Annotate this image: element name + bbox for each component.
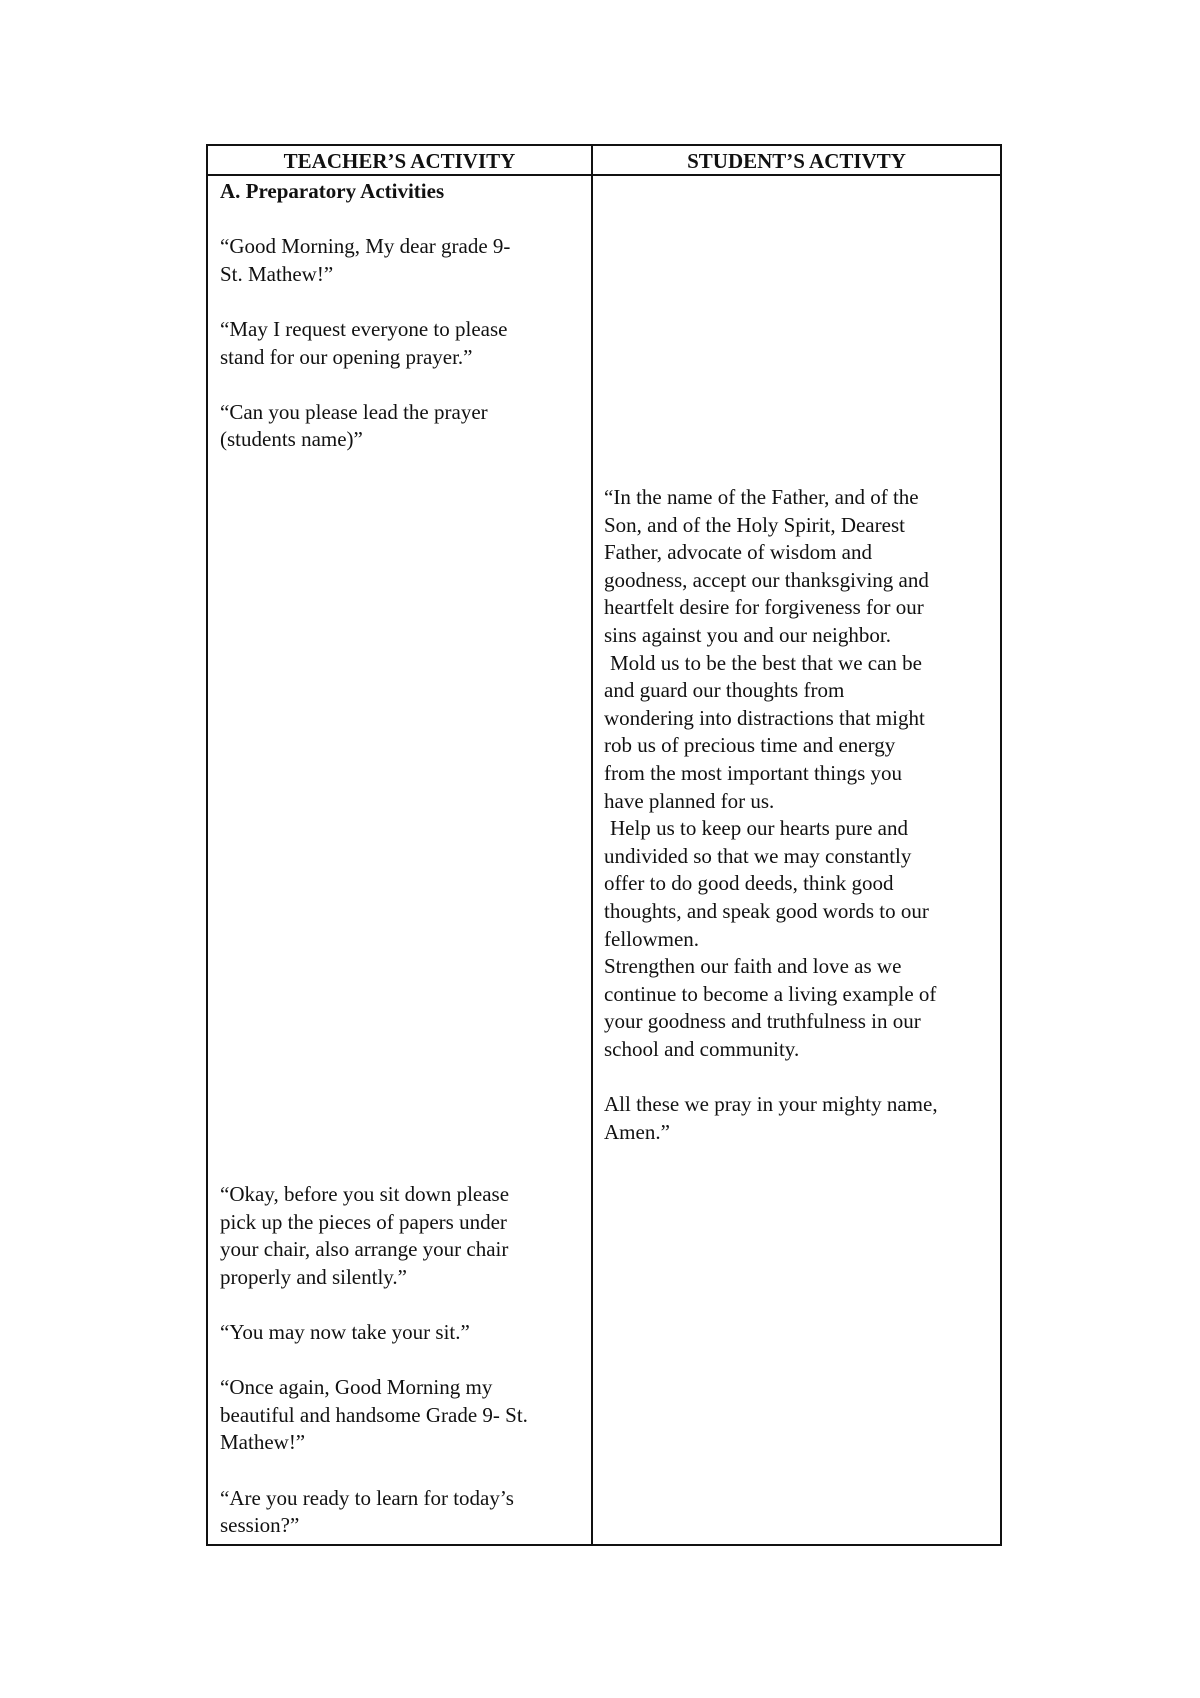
teacher-line: (students name)” (220, 427, 363, 452)
prayer-line: rob us of precious time and energy (604, 733, 896, 758)
prayer-line: Mold us to be the best that we can be (610, 650, 923, 675)
prayer-line: Strengthen our faith and love as we (604, 954, 902, 979)
prayer-line: wondering into distractions that might (604, 705, 925, 730)
student-activity-header: STUDENT’S ACTIVTY (687, 149, 906, 173)
prayer-line: “In the name of the Father, and of the (604, 485, 919, 509)
teacher-preparatory-block (220, 178, 580, 454)
prayer-line: Father, advocate of wisdom and (604, 540, 872, 565)
spacer (220, 288, 580, 316)
prayer-line: Help us to keep our hearts pure and (610, 816, 908, 841)
prayer-line: thoughts, and speak good words to our (604, 898, 929, 923)
spacer (220, 371, 580, 399)
prayer-line: fellowmen. (604, 926, 700, 951)
teacher-line: session?” (220, 1513, 300, 1538)
activity-table (206, 144, 1002, 1546)
teacher-line: pick up the pieces of papers under (220, 1209, 507, 1234)
teacher-line: Mathew!” (220, 1430, 306, 1455)
spacer (604, 1063, 998, 1091)
prayer-line: from the most important things you (604, 760, 903, 785)
teacher-line: St. Mathew!” (220, 261, 334, 286)
teacher-instructions-block (220, 1181, 580, 1540)
teacher-line: “Are you ready to learn for today’s (220, 1485, 514, 1510)
prayer-line: undivided so that we may constantly (604, 843, 912, 868)
prayer-line: Amen.” (604, 1119, 670, 1144)
teacher-line: “You may now take your sit.” (220, 1319, 470, 1344)
teacher-activity-header: TEACHER’S ACTIVITY (283, 149, 516, 173)
table-header-row (208, 146, 1000, 176)
column-divider (591, 146, 593, 1544)
teacher-line: stand for our opening prayer.” (220, 344, 473, 369)
prayer-line: and guard our thoughts from (604, 678, 845, 703)
teacher-line: “Once again, Good Morning my (220, 1375, 493, 1400)
spacer (220, 1291, 580, 1319)
prayer-line: sins against you and our neighbor. (604, 622, 891, 647)
prayer-line: offer to do good deeds, think good (604, 871, 894, 896)
spacer (220, 1347, 580, 1375)
teacher-line: your chair, also arrange your chair (220, 1237, 509, 1262)
prayer-line: Son, and of the Holy Spirit, Dearest (604, 512, 905, 537)
prayer-line: your goodness and truthfulness in our (604, 1009, 921, 1034)
teacher-line: “Good Morning, My dear grade 9- (220, 234, 511, 259)
prayer-line: have planned for us. (604, 788, 775, 813)
prayer-line: school and community. (604, 1036, 800, 1061)
teacher-line: “May I request everyone to please (220, 316, 508, 341)
prayer-line: continue to become a living example of (604, 981, 937, 1006)
spacer (220, 206, 580, 234)
student-prayer-block (604, 484, 998, 1146)
prayer-line: goodness, accept our thanksgiving and (604, 567, 929, 592)
section-heading: A. Preparatory Activities (220, 179, 445, 203)
teacher-line: properly and silently.” (220, 1264, 408, 1289)
teacher-line: “Okay, before you sit down please (220, 1182, 510, 1206)
teacher-line: “Can you please lead the prayer (220, 399, 488, 424)
spacer (220, 1457, 580, 1485)
prayer-line: All these we pray in your mighty name, (604, 1092, 938, 1117)
prayer-line: heartfelt desire for forgiveness for our (604, 595, 924, 620)
teacher-line: beautiful and handsome Grade 9- St. (220, 1402, 528, 1427)
